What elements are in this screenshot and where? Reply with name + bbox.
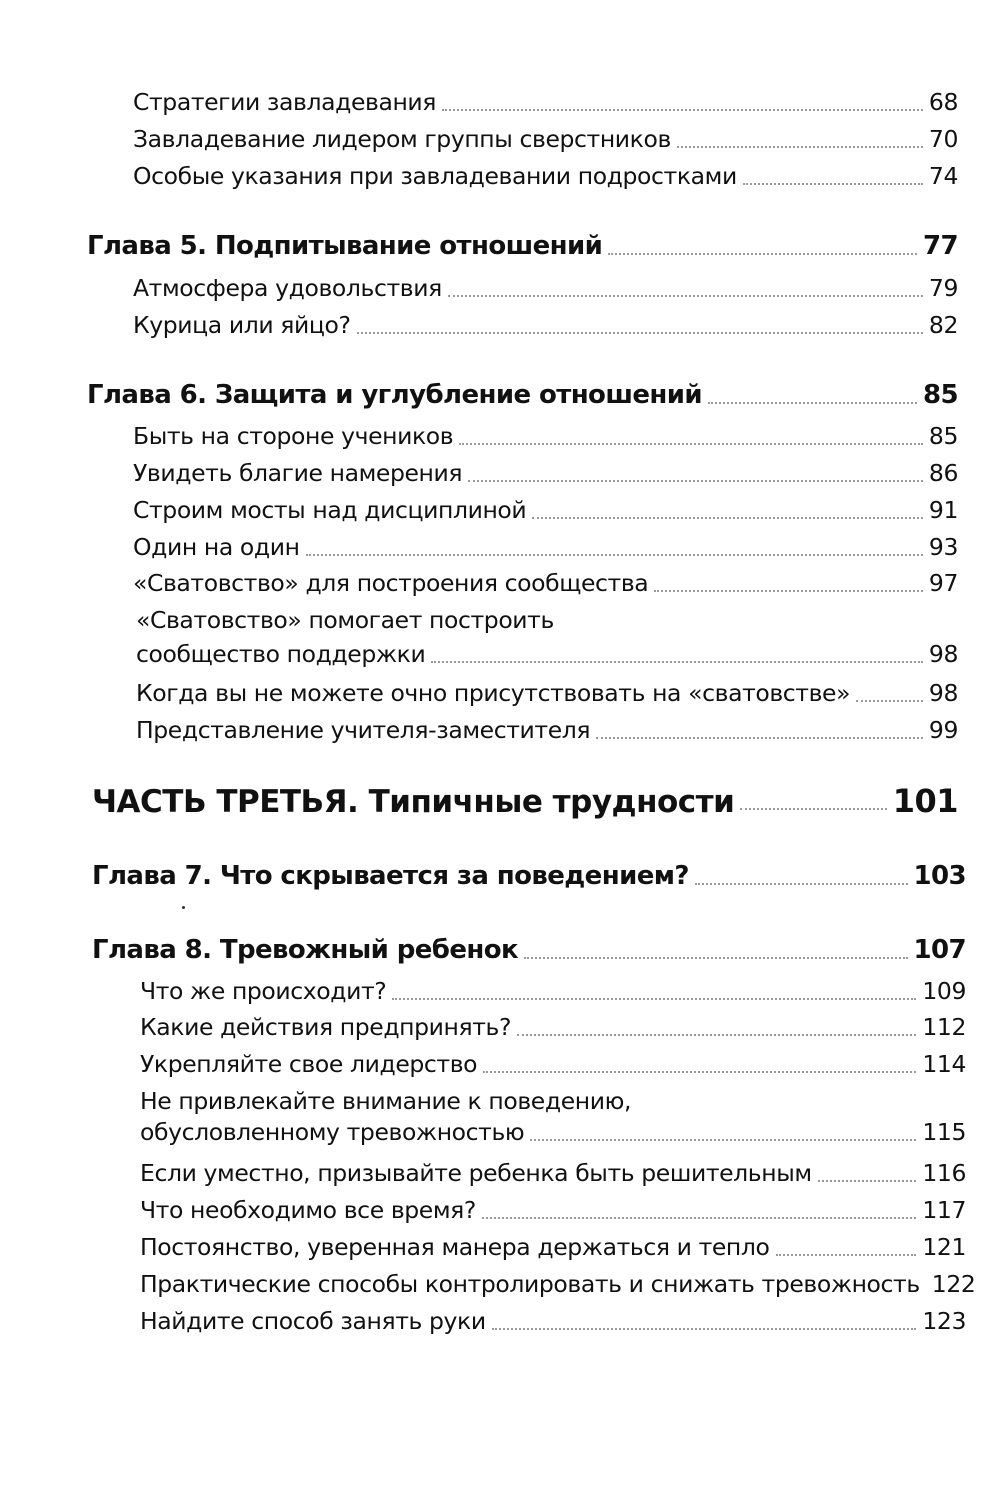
toc-entry-title-line1: «Сватовство» помогает построить — [136, 606, 554, 634]
toc-entry-page: 91 — [928, 496, 958, 524]
toc-entry-title: Практические способы контролировать и снижать тревожность — [140, 1270, 920, 1298]
dot-leader — [695, 883, 908, 885]
toc-entry[interactable] — [133, 422, 958, 450]
toc-entry[interactable] — [133, 459, 958, 487]
toc-entry[interactable] — [140, 1307, 966, 1335]
dot-leader — [468, 480, 923, 482]
toc-entry-page: 121 — [922, 1233, 966, 1261]
toc-chapter-8[interactable] — [92, 935, 966, 965]
toc-entry[interactable] — [133, 125, 958, 153]
toc-entry-title: Строим мосты над дисциплиной — [133, 496, 527, 524]
toc-entry[interactable] — [140, 1050, 966, 1078]
toc-entry-title: Что же происходит? — [140, 977, 387, 1005]
toc-entry-title: Один на один — [133, 533, 300, 561]
toc-entry-page: 99 — [928, 716, 958, 744]
dot-leader — [654, 590, 923, 592]
dot-leader — [483, 1071, 916, 1073]
chapter-title: Глава 6. Защита и углубление отношений — [87, 380, 702, 410]
dot-leader — [856, 700, 923, 702]
toc-entry-page: 93 — [928, 533, 958, 561]
toc-entry-title: «Сватовство» для построения сообщества — [133, 569, 649, 597]
toc-chapter-5[interactable] — [87, 231, 958, 261]
chapter-page: 103 — [913, 861, 966, 891]
toc-entry-multiline[interactable] — [136, 606, 958, 668]
toc-entry-title: Если уместно, призывайте ребенка быть решительным — [140, 1159, 812, 1187]
toc-entry[interactable] — [133, 533, 958, 561]
toc-entry[interactable] — [140, 1196, 966, 1224]
toc-entry[interactable] — [140, 1013, 966, 1041]
toc-entry-title: Постоянство, уверенная манера держаться и тепло — [140, 1233, 770, 1261]
print-speck — [182, 906, 185, 909]
toc-entry-page: 98 — [928, 640, 958, 668]
toc-entry-page: 109 — [922, 977, 966, 1005]
toc-entry-page: 68 — [928, 88, 958, 116]
toc-entry-title: Особые указания при завладевании подростками — [133, 162, 737, 190]
dot-leader — [776, 1254, 917, 1256]
toc-entry-title: Стратегии завладевания — [133, 88, 437, 116]
chapter-page: 77 — [923, 231, 958, 261]
part-page: 101 — [892, 782, 958, 820]
toc-entry-title: Увидеть благие намерения — [133, 459, 463, 487]
toc-entry-page: 86 — [928, 459, 958, 487]
dot-leader — [818, 1180, 917, 1182]
toc-entry-title-line2: сообщество поддержки — [136, 640, 426, 668]
dot-leader — [530, 1139, 916, 1141]
toc-entry-page: 97 — [928, 569, 958, 597]
dot-leader — [743, 183, 923, 185]
toc-part-3[interactable] — [92, 782, 958, 820]
toc-entry-page: 85 — [928, 422, 958, 450]
toc-entry-page: 122 — [931, 1270, 976, 1298]
dot-leader — [482, 1217, 916, 1219]
dot-leader — [708, 402, 917, 404]
toc-entry[interactable] — [133, 496, 958, 524]
toc-entry-title-line2: обусловленному тревожностью — [140, 1118, 525, 1146]
toc-entry[interactable] — [133, 162, 958, 190]
toc-entry-page: 98 — [928, 679, 958, 707]
dot-leader — [492, 1328, 917, 1330]
dot-leader — [448, 295, 923, 297]
dot-leader — [524, 957, 907, 959]
chapter-title: Глава 5. Подпитывание отношений — [87, 231, 603, 261]
toc-entry-page: 117 — [922, 1196, 966, 1224]
toc-entry[interactable] — [133, 274, 958, 302]
toc-entry-title: Найдите способ занять руки — [140, 1307, 486, 1335]
toc-entry[interactable] — [140, 1233, 966, 1261]
toc-entry[interactable] — [133, 311, 958, 339]
dot-leader — [517, 1034, 916, 1036]
toc-entry[interactable] — [140, 1159, 966, 1187]
toc-entry-title: Какие действия предпринять? — [140, 1013, 512, 1041]
toc-entry-title: Укрепляйте свое лидерство — [140, 1050, 478, 1078]
toc-entry[interactable] — [133, 569, 958, 597]
dot-leader — [740, 808, 886, 810]
toc-entry-multiline[interactable] — [140, 1087, 966, 1146]
toc-entry-page: 74 — [928, 162, 958, 190]
dot-leader — [608, 253, 917, 255]
toc-entry-page: 79 — [928, 274, 958, 302]
toc-entry[interactable] — [140, 977, 966, 1005]
toc-entry[interactable] — [140, 1270, 976, 1298]
toc-entry-title: Когда вы не можете очно присутствовать на «сватовстве» — [136, 679, 851, 707]
dot-leader — [459, 443, 923, 445]
toc-chapter-7[interactable] — [92, 861, 966, 891]
toc-entry[interactable] — [133, 88, 958, 116]
chapter-title: Глава 8. Тревожный ребенок — [92, 935, 519, 965]
toc-entry-page: 112 — [922, 1013, 966, 1041]
toc-entry-page: 82 — [928, 311, 958, 339]
toc-entry-title-line1: Не привлекайте внимание к поведению, — [140, 1087, 632, 1115]
toc-entry-page: 114 — [922, 1050, 966, 1078]
toc-entry[interactable] — [136, 716, 958, 744]
toc-entry-title: Представление учителя-заместителя — [136, 716, 591, 744]
dot-leader — [596, 737, 923, 739]
toc-entry-page: 116 — [922, 1159, 966, 1187]
toc-entry-page: 123 — [922, 1307, 966, 1335]
dot-leader — [392, 998, 916, 1000]
dot-leader — [306, 554, 923, 556]
chapter-title: Глава 7. Что скрывается за поведением? — [92, 861, 689, 891]
toc-entry-title: Что необходимо все время? — [140, 1196, 476, 1224]
toc-chapter-6[interactable] — [87, 380, 958, 410]
part-title: ЧАСТЬ ТРЕТЬЯ. Типичные трудности — [92, 784, 735, 820]
dot-leader — [431, 661, 923, 663]
toc-entry-page: 70 — [928, 125, 958, 153]
toc-entry-page: 115 — [922, 1118, 966, 1146]
toc-entry-title: Завладевание лидером группы сверстников — [133, 125, 671, 153]
toc-entry-title: Быть на стороне учеников — [133, 422, 454, 450]
toc-entry-title: Курица или яйцо? — [133, 311, 351, 339]
dot-leader — [442, 109, 923, 111]
chapter-page: 107 — [913, 935, 966, 965]
dot-leader — [532, 517, 923, 519]
dot-leader — [677, 146, 923, 148]
chapter-page: 85 — [923, 380, 958, 410]
toc-entry-title: Атмосфера удовольствия — [133, 274, 442, 302]
toc-entry[interactable] — [136, 679, 958, 707]
dot-leader — [357, 332, 923, 334]
